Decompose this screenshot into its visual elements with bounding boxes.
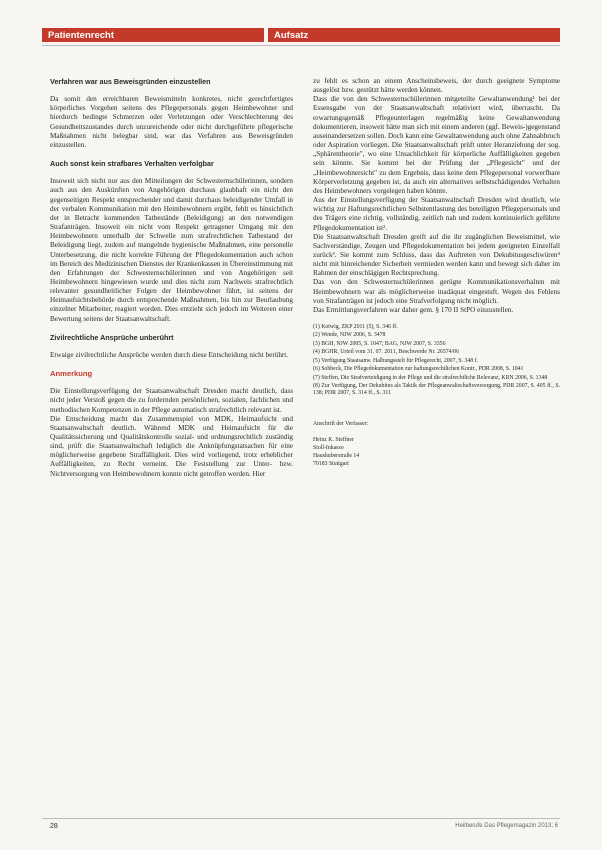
paragraph: Da somit den erreichbaren Beweismitteln konkretes, nicht gerechtfertigtes körperliches Vorgehen seitens des Pflegepersonals gegen Heimbewohner und hierdurch bedingte Schmerzen oder Verletzungen oder Verschlechterung des Gesundheitszustandes durch unzureichende oder nicht durchgeführte pflegerische Maßnahmen nicht belegbar sind, war das Verfahren aus Beweisgründen einzustellen. [50,95,293,149]
right-column [313,77,560,468]
author-address-line: Heinz K. Steffner [313,436,354,443]
footnotes [313,324,560,398]
author-address [313,420,560,468]
header-section-label: Patientenrecht [42,28,264,42]
author-address-line: Stoll-Inkasso [313,444,344,451]
footnote: (1) Kotwig, ZKP 2011 (5), S. 346 ff. [313,324,398,331]
footnote: (7) Steffen, Die Strafverteidigung in der Pflege und die strafrechtliche Relevanz, KRN 2006, S. 1348 [313,374,548,381]
section-heading: Zivilrechtliche Ansprüche unberührt [50,332,174,342]
footnote: (4) BGHR, Urteil vom 31. 07. 2011, Beschwerde Nr. 26574/06 [313,349,459,356]
journal-citation: Heilberufe Das Pflegemagazin 2013; 6 [455,823,558,829]
footnote: (6) Sobbeck, Die Pflegedokumentation zur haftungsrechtlichen Kontr., PDR 2008, S. 1041 [313,366,524,373]
header-category-label: Aufsatz [268,28,560,42]
footnote: (2) Wende, NJW 2006, S. 3478 [313,332,386,339]
paragraph: Die Einstellungsverfügung der Staatsanwaltschaft Dresden macht deutlich, dass nicht jeder Verstoß gegen die zu fordernden persönlichen, sozialen, fachlichen und methodischen Kompetenzen in der Pflege automatisch strafrechtlich relevant ist. [50,387,293,414]
footnote: (8) Zur Verfügung, Der Dekubitus als Taktik der Pflegeanwaltschaftsversorgung, PDR 2007, S. 405 ff., S. 138; PDR 2007, S. 314 ff., S. 311 [313,382,560,397]
paragraph: Die Staatsanwaltschaft Dresden greift auf die ihr zugänglichen Beweismittel, wie Sachverständige, Zeugen und Pflegedokumentation bei jedem geeigneten Einzelfall zurück³. Sie kommt zum Schluss, dass das Auftreten von Dekubitusgeschwüren⁴ nicht mit hinreichender Sicherheit vermieden werden kann und bewegt sich daher im Rahmen der einschlägigen Rechtsprechung. [313,232,560,278]
paragraph: Das von den Schwesternschülerinnen gerügte Kommunikationsverhalten mit Heimbewohnern war als möglicherweise inadäquat eingestuft. Wegen des Fehlens von Strafanträgen ist jedoch eine Strafverfolgung nicht möglich. [313,278,560,305]
page-number: 28 [50,823,58,830]
paragraph: Dass die von den Schwesternschülerinnen mitgeteilte Gewaltanwendung¹ bei der Essensgabe von der Staatsanwaltschaft relativiert wird, überrascht. Da erwartungsgemäß Pflegeunterlagen regelmäßig keine Gewaltanwendung dokumentieren, insoweit hätte man sich mit einem anderen (ggf. Beweis-)gegenstand auseinandersetzen sollen. Doch kann eine Gewaltanwendung auch ohne Zahnabbruch oder Aspiration vorliegen. Die Staatsanwaltschaft prüft unter Heranziehung der sog. „Sphärentheorie", wo eine Unsachlichkeit für körperliche Auffälligkeiten gegeben sein könnte. Sie kommt bei der Prüfung der „Pflegesicht" und der „Heimbewohnersicht" zu dem Ergebnis, dass keine dem Pflegepersonal vorwerfbare Körperverletzung gegeben ist, da auch ein alternatives selbstschädigendes Verhalten des Heimbewohners vorgelegen haben könnte. [313,95,560,195]
author-address-line: 70183 Stuttgart [313,460,349,467]
paragraph: Etwaige zivilrechtliche Ansprüche werden durch diese Entscheidung nicht berührt. [50,350,289,359]
left-column [50,77,293,488]
author-address-label: Anschrift der Verfasser: [313,420,369,427]
footer-divider [42,818,560,819]
paragraph: Aus der Einstellungsverfügung der Staatsanwaltschaft Dresden wird deutlich, wie wichtig zur Haftungsrechtlichen Selbstentlastung des beteiligten Pflegepersonals und des Trägers eine richtig, vollständig, zeitlich nah und zudem kontinuierlich geführte Pflegedokumentation ist². [313,196,560,232]
annotation-heading: Anmerkung [50,369,93,379]
footnote: (5) Verfügung Staatsanw. Halbungsstelt für Pflegerecht, 2007, S. 348 f. [313,357,479,364]
paragraph: zu fehlt es schon an einem Anscheinsbeweis, der durch geeignete Symptome ausgelöst bzw. gestützt hätte werden können. [313,77,560,95]
footnote: (3) BGH, NJW 2005, S. 1047; BAG, NJW 2007, S. 3356 [313,340,446,347]
section-heading: Verfahren war aus Beweisgründen einzustellen [50,77,211,86]
paragraph: Das Ermittlungsverfahren war daher gem. § 170 II StPO einzustellen. [313,305,514,314]
author-address-line: Haushuberstraße 14 [313,452,360,459]
paragraph: Die Entscheidung macht das Zusammenspiel von MDK, Heimaufsicht und Staatsanwaltschaft deutlich. Während MDK und Heimaufsicht für die Qualitätssicherung und Qualitätskontrolle sozial- und ordnungsrechtlich zuständig sind, prüft die Staatsanwaltschaft lediglich die Anknüpfungstatsachen für eine möglicherweise gegebene Straffälligkeit. Dies wird vorliegend, trotz erheblicher Auffälligkeiten, zu Recht verneint. Die Feststellung zur Unter- bzw. Nichtversorgung von Heimbewohnern konnte nicht getroffen werden. Hier [50,414,293,478]
paragraph: Insoweit sich nicht nur aus den Mitteilungen der Schwesternschülerinnen, sondern auch aus den Auskünften von Angehörigen durchaus glaubhaft ein nicht den gegenseitigen Respekt entsprechender und damit durchaus beleidigender Umfall in der verbalen Kommunikation mit den Heimbewohnern ergibt, fehlt es hinsichtlich der in Betracht kommenden Tatbestände (Beleidigung) an den notwendigen Strafanträgen. Insoweit ein nicht vom Respekt getragener Umgang mit den Heimbewohnern unterhalb der Schwelle zum strafrechtlichen Tatbestand der Beleidigung liegt, zudem auf mangelnde hygienische Maßnahmen, eine personelle Unterbesetzung, die nicht korrekte Führung der Pflegedokumentation auch schon im Bereich des Medizinischen Dienstes der Krankenkassen in Übereinstimmung mit den Erfahrungen der Schwesternschülerinnen und von Angehörigen seit Heimbewohnern hingewiesen wurde und dies nicht zum Nachweis strafrechtlich relevanter gesundheitlicher Folgen der Heimbewohner führt, ist seitens der Heimaufsichtsbehörde durch entsprechende Maßnahmen, bis hin zur Beurlaubung einzelner Mitarbeiter, reagiert worden. Dies entzieht sich jedoch im Weiteren einer Bewertung seitens der Staatsanwaltschaft. [50,177,293,323]
section-heading: Auch sonst kein strafbares Verhalten verfolgbar [50,159,214,169]
header-divider [42,45,560,46]
